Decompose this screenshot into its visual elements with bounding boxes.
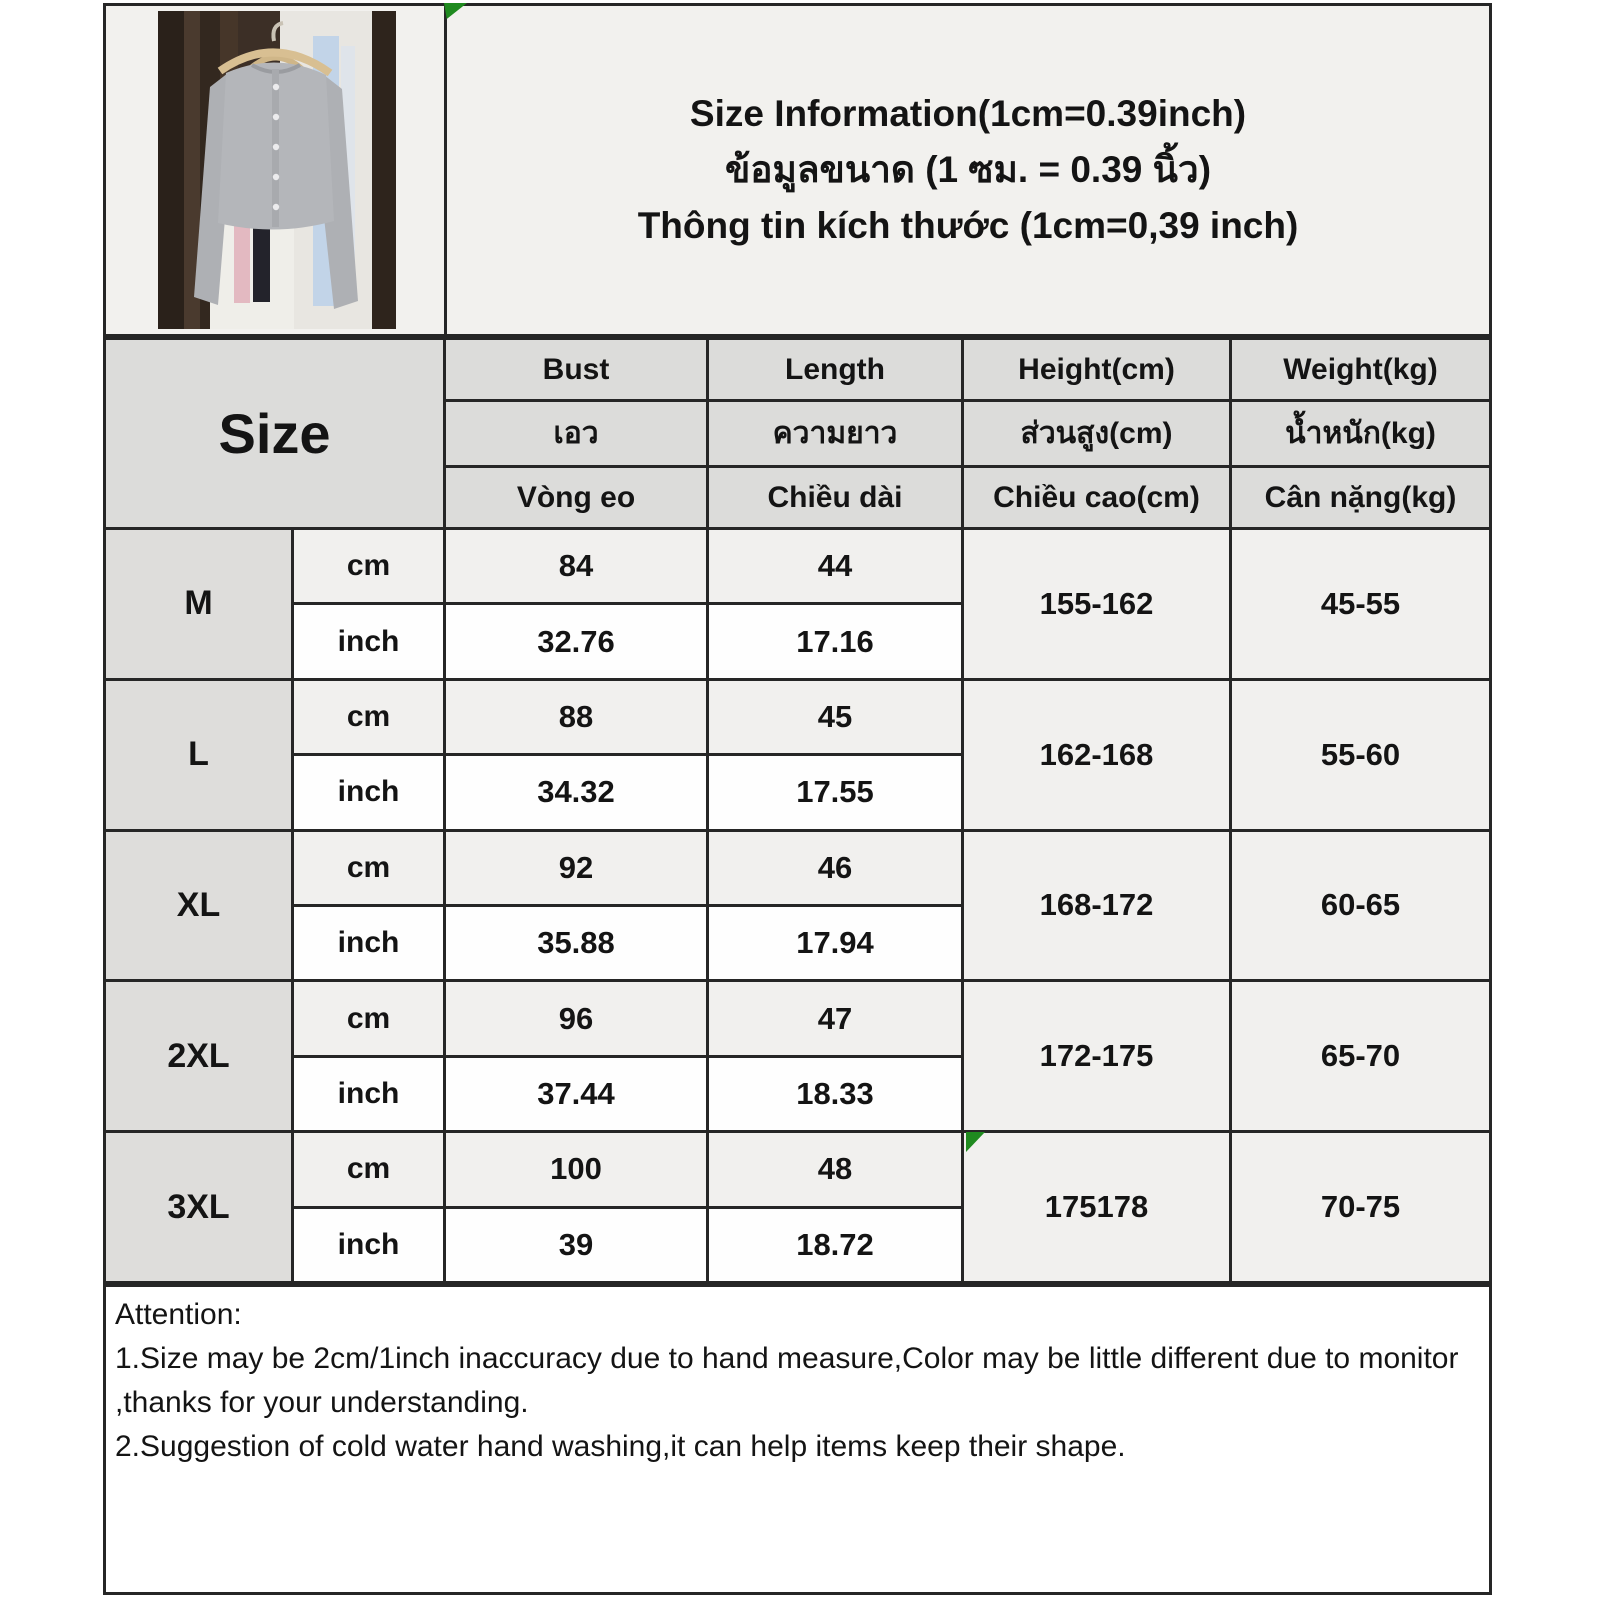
header-bust-th: เอว [446,402,706,465]
header-bust-en: Bust [446,340,706,399]
2xl-weight: 65-70 [1232,982,1489,1130]
m-length-inch: 17.16 [709,605,961,677]
size-label-m: M [106,530,291,678]
3xl-bust-inch: 39 [446,1209,706,1281]
unit-inch-l: inch [294,756,443,828]
size-table [103,337,1492,1284]
unit-inch-3xl: inch [294,1209,443,1281]
header-bust-vi: Vòng eo [446,468,706,527]
l-weight: 55-60 [1232,681,1489,829]
unit-cm-2xl: cm [294,982,443,1054]
header-length-th: ความยาว [709,402,961,465]
unit-cm-3xl: cm [294,1133,443,1205]
3xl-height: 175178 [964,1133,1229,1281]
product-photo-graphic [158,11,396,329]
header-height-vi: Chiều cao(cm) [964,468,1229,527]
unit-inch-2xl: inch [294,1058,443,1130]
m-bust-cm: 84 [446,530,706,602]
2xl-bust-cm: 96 [446,982,706,1054]
xl-length-cm: 46 [709,832,961,904]
unit-inch-xl: inch [294,907,443,979]
m-bust-inch: 32.76 [446,605,706,677]
title-vietnamese: Thông tin kích thước (1cm=0,39 inch) [637,205,1299,246]
size-label-l: L [106,681,291,829]
top-section [103,3,1492,337]
attention-note-1: 1.Size may be 2cm/1inch inaccuracy due to hand measure,Color may be little different due to monitor ,thanks for your understanding. [115,1342,1459,1419]
product-photo [158,11,396,329]
attention-heading: Attention: [115,1298,242,1331]
header-length-vi: Chiều dài [709,468,961,527]
header-height-en: Height(cm) [964,340,1229,399]
xl-weight: 60-65 [1232,832,1489,980]
unit-inch-m: inch [294,605,443,677]
m-length-cm: 44 [709,530,961,602]
size-label-xl: XL [106,832,291,980]
2xl-length-cm: 47 [709,982,961,1054]
l-bust-inch: 34.32 [446,756,706,828]
pink-garment [234,219,250,303]
title-english: Size Information(1cm=0.39inch) [689,93,1247,134]
l-height: 162-168 [964,681,1229,829]
size-label-2xl: 2XL [106,982,291,1130]
header-weight-en: Weight(kg) [1232,340,1489,399]
3xl-length-inch: 18.72 [709,1209,961,1281]
title-thai: ข้อมูลขนาด (1 ซม. = 0.39 นิ้ว) [724,149,1212,190]
2xl-bust-inch: 37.44 [446,1058,706,1130]
xl-length-inch: 17.94 [709,907,961,979]
product-photo-cell [106,6,447,334]
unit-cm-m: cm [294,530,443,602]
xl-bust-cm: 92 [446,832,706,904]
attention-box [103,1284,1492,1595]
l-length-cm: 45 [709,681,961,753]
size-information-title-block [447,6,1489,334]
header-weight-th: น้ำหนัก(kg) [1232,402,1489,465]
header-height-th: ส่วนสูง(cm) [964,402,1229,465]
size-label-3xl: 3XL [106,1133,291,1281]
3xl-bust-cm: 100 [446,1133,706,1205]
xl-height: 168-172 [964,832,1229,980]
l-length-inch: 17.55 [709,756,961,828]
3xl-weight: 70-75 [1232,1133,1489,1281]
m-height: 155-162 [964,530,1229,678]
dark-garment [253,224,270,302]
unit-cm-l: cm [294,681,443,753]
2xl-height: 172-175 [964,982,1229,1130]
header-weight-vi: Cân nặng(kg) [1232,468,1489,527]
header-length-en: Length [709,340,961,399]
m-weight: 45-55 [1232,530,1489,678]
l-bust-cm: 88 [446,681,706,753]
2xl-length-inch: 18.33 [709,1058,961,1130]
xl-bust-inch: 35.88 [446,907,706,979]
3xl-length-cm: 48 [709,1133,961,1205]
attention-note-2: 2.Suggestion of cold water hand washing,it can help items keep their shape. [115,1430,1126,1463]
size-corner-header: Size [106,340,443,527]
unit-cm-xl: cm [294,832,443,904]
